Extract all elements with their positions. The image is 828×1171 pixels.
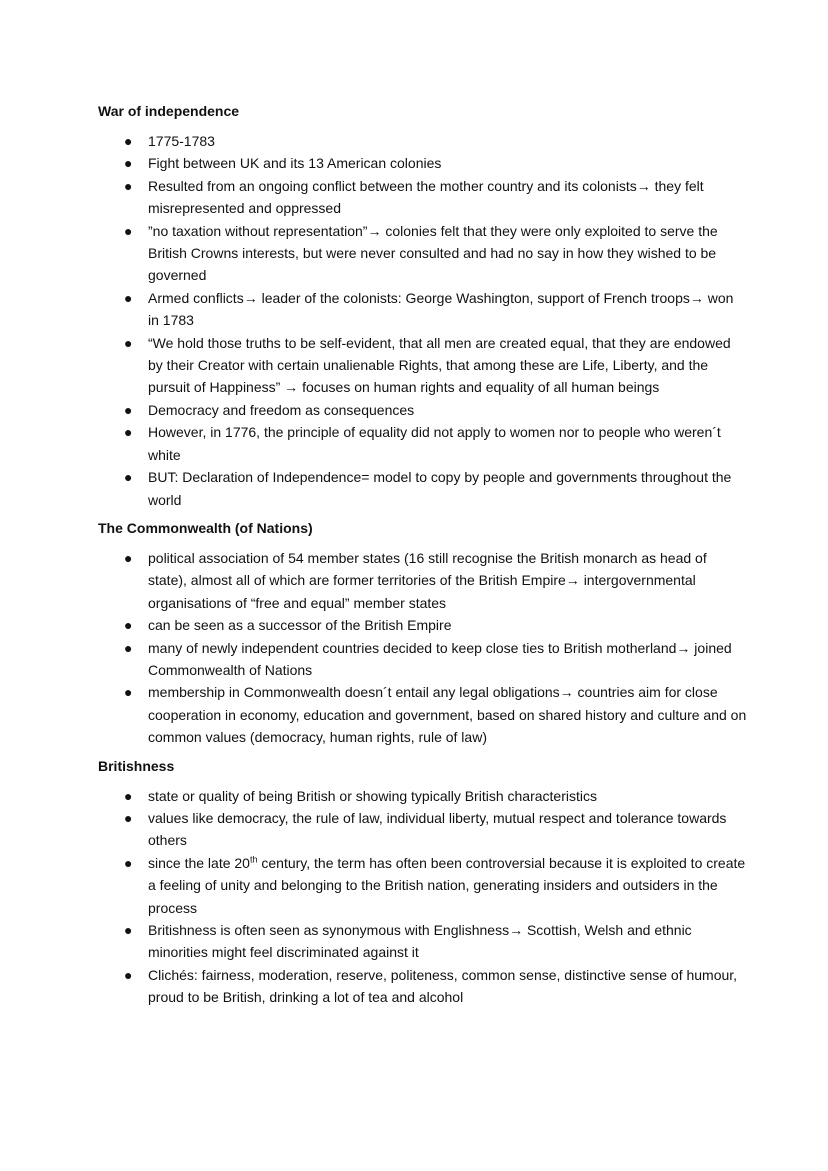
list-item — [124, 919, 748, 964]
list-item-text-part: since the late 20 — [148, 854, 250, 871]
list-item — [124, 547, 748, 614]
bullet-icon: ● — [124, 155, 133, 172]
bullet-icon: ● — [124, 424, 133, 441]
bullet-icon: ● — [124, 177, 133, 194]
list-item-text: Clichés: fairness, moderation, reserve, politeness, common sense, distinctive sense of humour, proud to be British, drinking a lot of tea and alcohol — [148, 966, 738, 1006]
list-item — [124, 287, 748, 332]
list-item — [124, 785, 748, 807]
list-item — [124, 466, 748, 511]
bullet-list — [98, 130, 748, 511]
section-heading: Britishness — [98, 757, 175, 774]
list-item-text — [148, 855, 745, 916]
list-item — [124, 614, 748, 636]
list-item — [124, 807, 748, 852]
bullet-icon: ● — [124, 617, 133, 634]
list-item-text: values like democracy, the rule of law, individual liberty, mutual respect and tolerance towards others — [148, 809, 727, 849]
list-item — [124, 681, 748, 748]
bullet-icon: ● — [124, 684, 133, 701]
list-item — [124, 964, 748, 1009]
section-heading: War of independence — [98, 103, 240, 119]
bullet-icon: ● — [124, 787, 133, 804]
list-item-text-part: century, the term has often been controversial because it is exploited to create a feeling of unity and belonging to the British nation, generating insiders and outsiders in the process — [148, 854, 746, 916]
list-item-text: BUT: Declaration of Independence= model to copy by people and governments throughout the world — [148, 469, 732, 508]
list-item — [124, 399, 748, 421]
section-heading: The Commonwealth (of Nations) — [98, 519, 313, 536]
bullet-icon: ● — [124, 549, 133, 566]
section-britishness — [98, 755, 748, 1009]
list-item — [124, 220, 748, 287]
bullet-icon: ● — [124, 401, 133, 418]
list-item — [124, 332, 748, 399]
list-item-text: “We hold those truths to be self-evident, that all men are created equal, that they are endowed by their Creator with certain unalienable Rights, that among these are Life, Liberty, and the pursuit of Happiness” → focuses on human rights and equality of all human beings — [148, 334, 731, 396]
list-item-text: Fight between UK and its 13 American colonies — [148, 155, 442, 172]
bullet-icon: ● — [124, 809, 133, 826]
bullet-icon: ● — [124, 966, 133, 983]
bullet-icon: ● — [124, 639, 133, 656]
list-item — [124, 152, 748, 174]
list-item — [124, 637, 748, 682]
bullet-icon: ● — [124, 222, 133, 239]
section-commonwealth — [98, 517, 748, 749]
superscript: th — [249, 854, 258, 865]
bullet-icon: ● — [124, 133, 133, 149]
list-item-text: Armed conflicts→ leader of the colonists: George Washington, support of French troops→ won in 1783 — [148, 289, 734, 329]
list-item — [124, 421, 748, 466]
bullet-icon: ● — [124, 289, 133, 306]
bullet-icon: ● — [124, 334, 133, 351]
list-item-text: many of newly independent countries decided to keep close ties to British motherland→ joined Commonwealth of Nations — [148, 639, 732, 678]
list-item-text: state or quality of being British or showing typically British characteristics — [148, 787, 597, 804]
bullet-icon: ● — [124, 854, 133, 871]
list-item-text: political association of 54 member states (16 still recognise the British monarch as head of state), almost all of which are former territories of the British Empire→ intergovernmental organisations of “free and equal” member states — [148, 549, 707, 611]
list-item-text: membership in Commonwealth doesn´t entail any legal obligations→ countries aim for close cooperation in economy, education and government, based on shared history and culture and on common values (democracy, human rights, rule of law) — [148, 684, 747, 746]
list-item-text: can be seen as a successor of the British Empire — [148, 617, 452, 634]
list-item-text: ”no taxation without representation”→ colonies felt that they were only exploited to serve the British Crowns interests, but were never consulted and had no say in how they wished to be governed — [148, 222, 718, 284]
list-item-text: However, in 1776, the principle of equality did not apply to women nor to people who weren´t white — [148, 424, 721, 463]
list-item-text: 1775-1783 — [148, 133, 215, 149]
list-item — [124, 130, 748, 152]
list-item — [124, 852, 748, 919]
list-item-text: Britishness is often seen as synonymous with Englishness→ Scottish, Welsh and ethnic minorities might feel discriminated against it — [148, 922, 692, 961]
list-item — [124, 175, 748, 220]
list-item-text: Resulted from an ongoing conflict between the mother country and its colonists→ they felt misrepresented and oppressed — [148, 177, 704, 217]
bullet-icon: ● — [124, 922, 133, 938]
bullet-list — [98, 785, 748, 1009]
section-war-of-independence — [98, 100, 748, 511]
list-item-text: Democracy and freedom as consequences — [148, 401, 415, 418]
bullet-list — [98, 547, 748, 749]
bullet-icon: ● — [124, 469, 133, 486]
